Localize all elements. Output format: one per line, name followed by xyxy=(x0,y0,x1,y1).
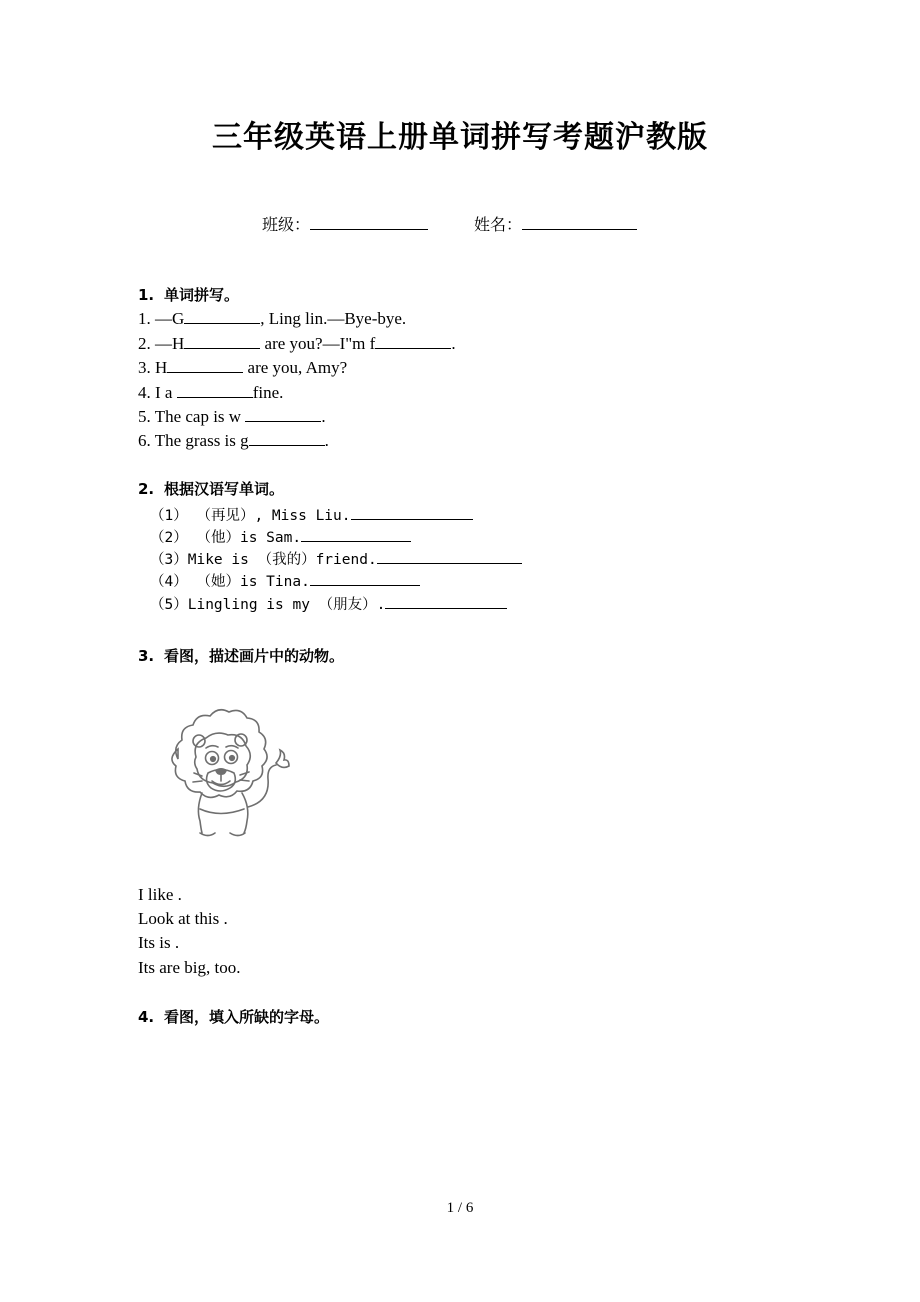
section-2-item-5 xyxy=(150,593,507,614)
section-3-heading xyxy=(138,645,344,666)
item-text: 2. —H xyxy=(138,334,185,353)
item-text: （1） （再见）, Miss Liu. xyxy=(150,508,351,524)
answer-blank[interactable] xyxy=(184,309,260,324)
item-text: （2） （他）is Sam. xyxy=(150,530,302,546)
section-2-item-4 xyxy=(150,570,420,591)
answer-blank[interactable] xyxy=(351,505,473,520)
item-text: . xyxy=(451,334,456,353)
answer-blank[interactable] xyxy=(167,358,243,373)
item-text: 3. H xyxy=(138,358,168,377)
item-text: fine. xyxy=(252,383,284,402)
item-text: 6. The grass is g xyxy=(138,431,249,450)
section-2-heading xyxy=(138,478,284,499)
section-3-answer-1[interactable]: I like . xyxy=(138,885,182,904)
item-text: 1. —G xyxy=(138,309,185,328)
item-text: （3）Mike is （我的）friend. xyxy=(150,552,377,568)
item-text: are you?—I"m f xyxy=(260,334,376,353)
section-3-answer-4[interactable]: Its are big, too. xyxy=(138,958,241,977)
section-1-heading xyxy=(138,284,239,305)
item-text: （4） （她）is Tina. xyxy=(150,574,310,590)
section-1-item-6 xyxy=(138,431,329,451)
section-1-item-4 xyxy=(138,383,283,403)
section-2-item-2 xyxy=(150,526,411,547)
section-1-title: 单词拼写。 xyxy=(164,286,240,304)
lion-drawing-image xyxy=(138,697,304,852)
answer-blank[interactable] xyxy=(184,334,260,349)
header-fields xyxy=(262,212,637,235)
answer-blank[interactable] xyxy=(385,594,507,609)
answer-blank[interactable] xyxy=(249,431,325,446)
section-2-item-3 xyxy=(150,548,522,569)
section-2-item-1 xyxy=(150,504,473,525)
item-text: , Ling lin.—Bye-bye. xyxy=(260,309,407,328)
section-1-item-2 xyxy=(138,334,456,354)
section-4-heading xyxy=(138,1006,329,1027)
section-3-title: 看图，描述画片中的动物。 xyxy=(164,647,345,665)
item-text: are you, Amy? xyxy=(243,358,348,377)
section-2-title: 根据汉语写单词。 xyxy=(164,480,285,498)
section-3-number: 3. xyxy=(138,647,155,665)
section-1-item-1 xyxy=(138,309,406,329)
answer-blank[interactable] xyxy=(375,334,451,349)
item-text: （5）Lingling is my （朋友）. xyxy=(150,597,386,613)
answer-blank[interactable] xyxy=(310,571,420,586)
item-text: 5. The cap is w xyxy=(138,407,246,426)
section-4-title: 看图，填入所缺的字母。 xyxy=(164,1008,330,1026)
section-4-number: 4. xyxy=(138,1008,155,1026)
section-3-answer-3[interactable]: Its is . xyxy=(138,933,180,952)
item-text: . xyxy=(321,407,326,426)
answer-blank[interactable] xyxy=(245,407,321,422)
name-label: 姓名： xyxy=(474,215,523,234)
answer-blank[interactable] xyxy=(301,527,411,542)
section-1-item-3 xyxy=(138,358,347,378)
name-blank[interactable] xyxy=(522,214,637,230)
answer-blank[interactable] xyxy=(377,549,522,564)
section-1-number: 1. xyxy=(138,286,155,304)
section-3-answer-2[interactable]: Look at this . xyxy=(138,909,228,928)
section-2-number: 2. xyxy=(138,480,155,498)
answer-blank[interactable] xyxy=(177,383,253,398)
class-blank[interactable] xyxy=(310,214,428,230)
page-title: 三年级英语上册单词拼写考题沪教版 xyxy=(212,120,708,155)
class-label: 班级： xyxy=(262,215,311,234)
item-text: 4. I a xyxy=(138,383,177,402)
page-footer: 1 / 6 xyxy=(446,1200,474,1216)
item-text: . xyxy=(324,431,329,450)
section-1-item-5 xyxy=(138,407,326,427)
